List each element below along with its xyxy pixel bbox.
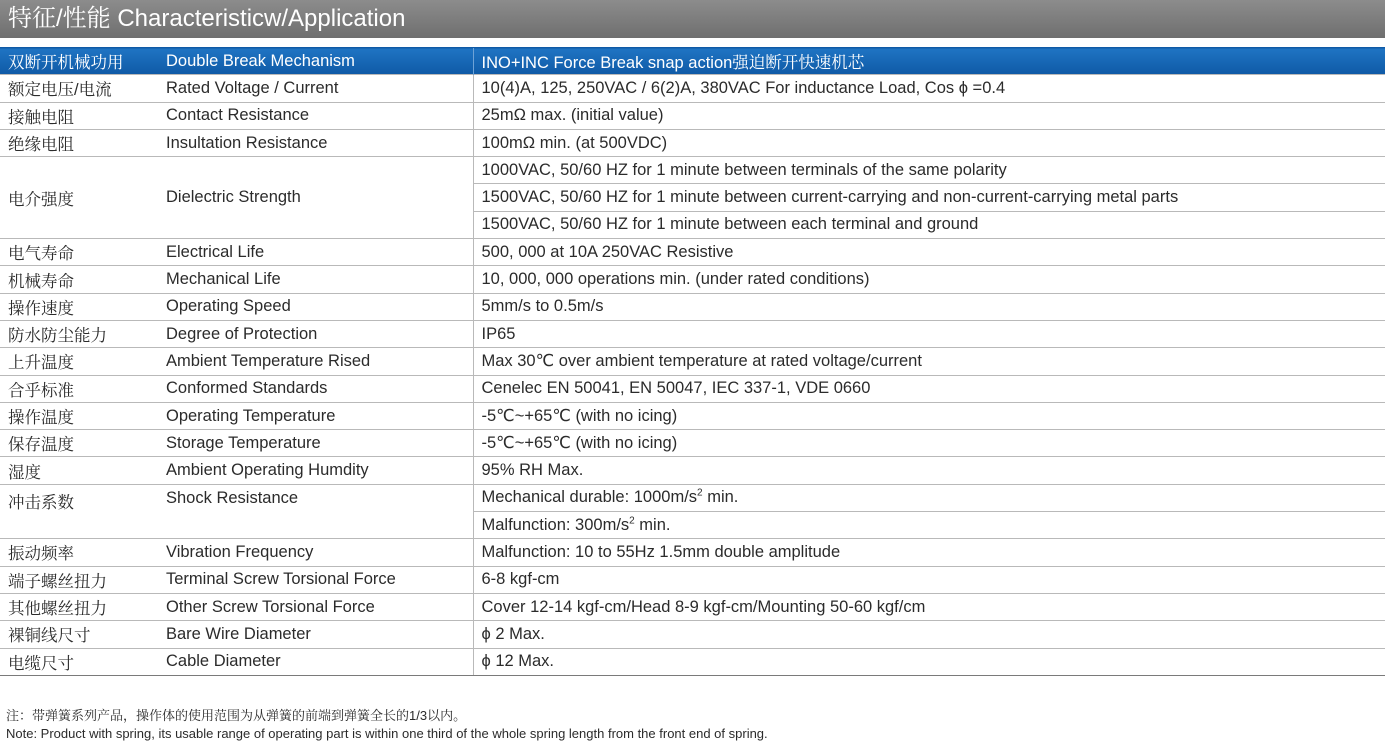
spec-value: 25mΩ max. (initial value) bbox=[473, 102, 1385, 129]
spec-name-en: Storage Temperature bbox=[158, 430, 473, 457]
spec-value: Cover 12-14 kgf-cm/Head 8-9 kgf-cm/Mounting 50-60 kgf/cm bbox=[473, 593, 1385, 620]
spec-value: 95% RH Max. bbox=[473, 457, 1385, 484]
spec-value: Malfunction: 10 to 55Hz 1.5mm double amplitude bbox=[473, 539, 1385, 566]
table-row bbox=[0, 402, 1385, 429]
spec-name-en: Operating Temperature bbox=[158, 402, 473, 429]
table-row bbox=[0, 266, 1385, 293]
spec-name-en: Ambient Operating Humdity bbox=[158, 457, 473, 484]
spec-value: 500, 000 at 10A 250VAC Resistive bbox=[473, 239, 1385, 266]
spec-value: 10(4)A, 125, 250VAC / 6(2)A, 380VAC For inductance Load, Cos ϕ =0.4 bbox=[473, 75, 1385, 102]
spec-value: 1000VAC, 50/60 HZ for 1 minute between terminals of the same polarity bbox=[473, 157, 1385, 184]
spec-name-en: Vibration Frequency bbox=[158, 539, 473, 566]
spec-name-en: Mechanical Life bbox=[158, 266, 473, 293]
spec-name-cn: 绝缘电阻 bbox=[0, 129, 158, 156]
spec-name-en: Conformed Standards bbox=[158, 375, 473, 402]
spec-value: 5mm/s to 0.5m/s bbox=[473, 293, 1385, 320]
table-row bbox=[0, 430, 1385, 457]
table-row bbox=[0, 293, 1385, 320]
footnotes bbox=[6, 707, 1376, 743]
spec-name-cn: 防水防尘能力 bbox=[0, 320, 158, 347]
spec-value: IP65 bbox=[473, 320, 1385, 347]
spec-name-en: Dielectric Strength bbox=[158, 157, 473, 239]
spec-name-cn: 额定电压/电流 bbox=[0, 75, 158, 102]
spec-name-cn: 湿度 bbox=[0, 457, 158, 484]
spec-name-cn: 其他螺丝扭力 bbox=[0, 593, 158, 620]
spec-name-cn: 振动频率 bbox=[0, 539, 158, 566]
table-row bbox=[0, 566, 1385, 593]
spec-name-cn: 电介强度 bbox=[0, 157, 158, 239]
spec-value: Max 30℃ over ambient temperature at rated voltage/current bbox=[473, 348, 1385, 375]
spec-table-container bbox=[0, 47, 1385, 676]
spec-name-en: Operating Speed bbox=[158, 293, 473, 320]
spec-name-cn: 端子螺丝扭力 bbox=[0, 566, 158, 593]
spec-name-en: Electrical Life bbox=[158, 239, 473, 266]
spec-value: 1500VAC, 50/60 HZ for 1 minute between each terminal and ground bbox=[473, 211, 1385, 238]
spec-value: Cenelec EN 50041, EN 50047, IEC 337-1, VDE 0660 bbox=[473, 375, 1385, 402]
page-title: 特征/性能 Characteristicw/Application bbox=[0, 0, 1385, 38]
spec-name-cn: 保存温度 bbox=[0, 430, 158, 457]
spec-name-en: Terminal Screw Torsional Force bbox=[158, 566, 473, 593]
spec-name-cn: 双断开机械功用 bbox=[0, 48, 158, 75]
table-row bbox=[0, 539, 1385, 566]
spec-name-en: Degree of Protection bbox=[158, 320, 473, 347]
spec-name-en: Other Screw Torsional Force bbox=[158, 593, 473, 620]
spec-name-cn: 操作温度 bbox=[0, 402, 158, 429]
spec-name-en: Bare Wire Diameter bbox=[158, 621, 473, 648]
spec-value: 10, 000, 000 operations min. (under rated conditions) bbox=[473, 266, 1385, 293]
table-row bbox=[0, 239, 1385, 266]
spec-name-en: Shock Resistance bbox=[158, 484, 473, 539]
superscript: 2 bbox=[629, 515, 635, 527]
table-row bbox=[0, 129, 1385, 156]
spec-value bbox=[473, 512, 1385, 539]
spec-value: ϕ 2 Max. bbox=[473, 621, 1385, 648]
table-row bbox=[0, 320, 1385, 347]
spec-value: ϕ 12 Max. bbox=[473, 648, 1385, 675]
spec-name-en: Cable Diameter bbox=[158, 648, 473, 675]
spec-name-cn: 电缆尺寸 bbox=[0, 648, 158, 675]
table-row bbox=[0, 75, 1385, 102]
spec-value: 100mΩ min. (at 500VDC) bbox=[473, 129, 1385, 156]
spec-name-cn: 操作速度 bbox=[0, 293, 158, 320]
spec-value: 1500VAC, 50/60 HZ for 1 minute between current-carrying and non-current-carrying metal parts bbox=[473, 184, 1385, 211]
note-cn: 注：带弹簧系列产品，操作体的使用范围为从弹簧的前端到弹簧全长的1/3以内。 bbox=[6, 708, 467, 723]
spec-value: -5℃~+65℃ (with no icing) bbox=[473, 402, 1385, 429]
table-row bbox=[0, 621, 1385, 648]
spec-name-en: Contact Resistance bbox=[158, 102, 473, 129]
table-row bbox=[0, 157, 1385, 184]
note-en: Note: Product with spring, its usable range of operating part is within one third of the whole spring length from the front end of spring. bbox=[6, 726, 768, 741]
table-row bbox=[0, 484, 1385, 511]
spec-value bbox=[473, 484, 1385, 511]
spec-value: INO+INC Force Break snap action强迫断开快速机芯 bbox=[473, 48, 1385, 75]
spec-value-suffix: min. bbox=[702, 488, 739, 507]
spec-name-en: Rated Voltage / Current bbox=[158, 75, 473, 102]
spec-value-suffix: min. bbox=[634, 515, 671, 534]
spec-name-cn: 裸铜线尺寸 bbox=[0, 621, 158, 648]
table-row bbox=[0, 593, 1385, 620]
table-row bbox=[0, 102, 1385, 129]
table-row bbox=[0, 48, 1385, 75]
spec-name-cn: 机械寿命 bbox=[0, 266, 158, 293]
spec-name-cn: 合乎标准 bbox=[0, 375, 158, 402]
spec-name-cn: 接触电阻 bbox=[0, 102, 158, 129]
spec-name-en: Ambient Temperature Rised bbox=[158, 348, 473, 375]
superscript: 2 bbox=[697, 487, 703, 499]
spec-name-cn: 上升温度 bbox=[0, 348, 158, 375]
spec-value: 6-8 kgf-cm bbox=[473, 566, 1385, 593]
spec-name-cn: 电气寿命 bbox=[0, 239, 158, 266]
table-row bbox=[0, 648, 1385, 675]
table-row bbox=[0, 457, 1385, 484]
spec-name-en: Double Break Mechanism bbox=[158, 48, 473, 75]
spec-value: -5℃~+65℃ (with no icing) bbox=[473, 430, 1385, 457]
table-row bbox=[0, 375, 1385, 402]
spec-value-text: Mechanical durable: 1000m/s bbox=[481, 488, 698, 507]
spec-name-cn: 冲击系数 bbox=[0, 484, 158, 539]
spec-table bbox=[0, 47, 1385, 676]
table-row bbox=[0, 348, 1385, 375]
spec-value-text: Malfunction: 300m/s bbox=[481, 515, 630, 534]
spec-name-en: Insultation Resistance bbox=[158, 129, 473, 156]
